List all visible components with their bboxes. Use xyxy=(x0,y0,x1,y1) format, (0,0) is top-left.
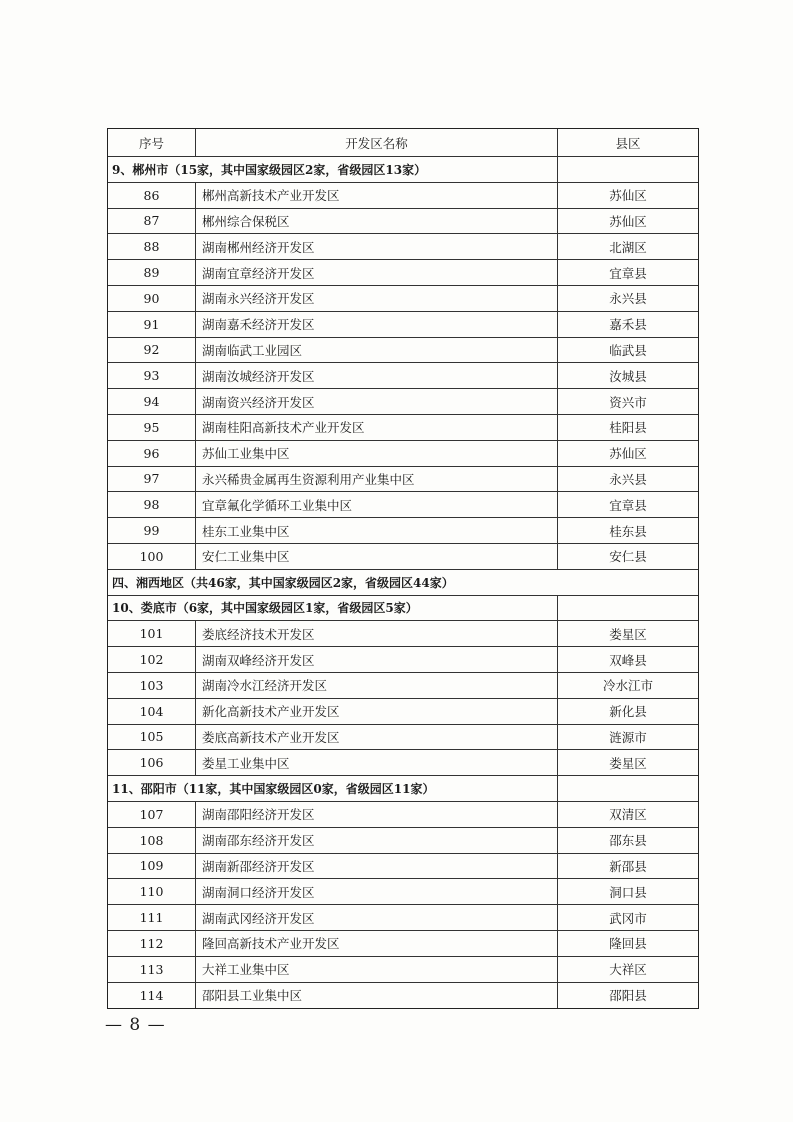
county-cell: 洞口县 xyxy=(609,884,647,900)
table-row xyxy=(108,312,698,338)
table-row xyxy=(108,750,698,776)
index-cell: 110 xyxy=(108,879,196,904)
index-cell: 100 xyxy=(108,544,196,569)
table-row xyxy=(108,931,698,957)
county-cell: 桂东县 xyxy=(609,523,647,539)
table-row xyxy=(108,673,698,699)
index-cell: 102 xyxy=(108,647,196,672)
table-row xyxy=(108,183,698,209)
index-cell: 90 xyxy=(108,286,196,311)
table-row xyxy=(108,983,698,1009)
table-body xyxy=(108,157,698,1008)
name-cell: 安仁工业集中区 xyxy=(196,544,558,569)
table-row xyxy=(108,518,698,544)
county-cell: 邵阳县 xyxy=(609,988,647,1004)
table-row xyxy=(108,492,698,518)
index-cell: 92 xyxy=(108,338,196,363)
index-cell: 88 xyxy=(108,234,196,259)
index-cell: 89 xyxy=(108,260,196,285)
county-cell: 永兴县 xyxy=(609,291,647,307)
name-cell: 永兴稀贵金属再生资源利用产业集中区 xyxy=(196,467,558,492)
index-cell: 87 xyxy=(108,209,196,234)
name-cell: 邵阳县工业集中区 xyxy=(196,983,558,1009)
index-cell: 96 xyxy=(108,441,196,466)
county-cell: 冷水江市 xyxy=(602,678,653,694)
name-cell: 湖南邵东经济开发区 xyxy=(196,828,558,853)
county-cell: 娄星区 xyxy=(609,626,647,642)
name-cell: 桂东工业集中区 xyxy=(196,518,558,543)
header-name: 开发区名称 xyxy=(196,129,558,156)
county-cell: 新邵县 xyxy=(609,858,647,874)
county-cell: 大祥区 xyxy=(609,962,647,978)
table-row xyxy=(108,260,698,286)
index-cell: 111 xyxy=(108,905,196,930)
table-row xyxy=(108,467,698,493)
group-label: 9、郴州市（15家，其中国家级园区2家，省级园区13家） xyxy=(108,157,558,182)
page-number: — 8 — xyxy=(105,1015,166,1035)
name-cell: 大祥工业集中区 xyxy=(196,957,558,982)
name-cell: 隆回高新技术产业开发区 xyxy=(196,931,558,956)
table-row xyxy=(108,234,698,260)
index-cell: 99 xyxy=(108,518,196,543)
index-cell: 108 xyxy=(108,828,196,853)
group-label: 11、邵阳市（11家，其中国家级园区0家，省级园区11家） xyxy=(108,776,558,801)
name-cell: 湖南宜章经济开发区 xyxy=(196,260,558,285)
index-cell: 94 xyxy=(108,389,196,414)
table-row xyxy=(108,725,698,751)
county-cell: 安仁县 xyxy=(609,549,647,565)
county-cell: 邵东县 xyxy=(609,833,647,849)
name-cell: 娄底经济技术开发区 xyxy=(196,621,558,646)
name-cell: 湖南武冈经济开发区 xyxy=(196,905,558,930)
county-cell: 隆回县 xyxy=(609,936,647,952)
table-header xyxy=(108,129,698,157)
table-row xyxy=(108,647,698,673)
index-cell: 95 xyxy=(108,415,196,440)
name-cell: 娄星工业集中区 xyxy=(196,750,558,775)
table-row xyxy=(108,389,698,415)
table-row xyxy=(108,338,698,364)
county-cell: 永兴县 xyxy=(609,471,647,487)
county-cell: 娄星区 xyxy=(609,755,647,771)
table-row xyxy=(108,802,698,828)
name-cell: 湖南邵阳经济开发区 xyxy=(196,802,558,827)
empty-county-cell xyxy=(558,157,698,182)
index-cell: 105 xyxy=(108,725,196,750)
city-heading-row xyxy=(108,596,698,622)
index-cell: 113 xyxy=(108,957,196,982)
county-cell: 武冈市 xyxy=(609,910,647,926)
county-cell: 宜章县 xyxy=(609,265,647,281)
name-cell: 湖南双峰经济开发区 xyxy=(196,647,558,672)
county-cell: 北湖区 xyxy=(609,239,647,255)
index-cell: 97 xyxy=(108,467,196,492)
table-row xyxy=(108,699,698,725)
name-cell: 新化高新技术产业开发区 xyxy=(196,699,558,724)
name-cell: 湖南冷水江经济开发区 xyxy=(196,673,558,698)
table-row xyxy=(108,854,698,880)
development-zone-table xyxy=(107,128,699,1009)
county-cell: 资兴市 xyxy=(609,394,647,410)
index-cell: 98 xyxy=(108,492,196,517)
table-row xyxy=(108,286,698,312)
index-cell: 104 xyxy=(108,699,196,724)
name-cell: 湖南郴州经济开发区 xyxy=(196,234,558,259)
county-cell: 双清区 xyxy=(609,807,647,823)
empty-county-cell xyxy=(558,596,698,621)
table-row xyxy=(108,957,698,983)
table-row xyxy=(108,905,698,931)
name-cell: 宜章氟化学循环工业集中区 xyxy=(196,492,558,517)
county-cell: 苏仙区 xyxy=(609,188,647,204)
index-cell: 112 xyxy=(108,931,196,956)
index-cell: 107 xyxy=(108,802,196,827)
table-row xyxy=(108,363,698,389)
table-row xyxy=(108,415,698,441)
name-cell: 苏仙工业集中区 xyxy=(196,441,558,466)
index-cell: 103 xyxy=(108,673,196,698)
name-cell: 湖南永兴经济开发区 xyxy=(196,286,558,311)
county-cell: 桂阳县 xyxy=(609,420,647,436)
city-heading-row xyxy=(108,157,698,183)
table-row xyxy=(108,544,698,570)
table-row xyxy=(108,441,698,467)
county-cell: 苏仙区 xyxy=(609,213,647,229)
header-county: 县区 xyxy=(615,135,641,151)
county-cell: 宜章县 xyxy=(609,497,647,513)
index-cell: 106 xyxy=(108,750,196,775)
table-row xyxy=(108,828,698,854)
name-cell: 湖南资兴经济开发区 xyxy=(196,389,558,414)
group-label: 10、娄底市（6家，其中国家级园区1家，省级园区5家） xyxy=(108,596,558,621)
empty-county-cell xyxy=(558,776,698,801)
index-cell: 93 xyxy=(108,363,196,388)
name-cell: 湖南临武工业园区 xyxy=(196,338,558,363)
table-row xyxy=(108,879,698,905)
county-cell: 汝城县 xyxy=(609,368,647,384)
county-cell: 嘉禾县 xyxy=(609,317,647,333)
name-cell: 郴州综合保税区 xyxy=(196,209,558,234)
name-cell: 湖南新邵经济开发区 xyxy=(196,854,558,879)
name-cell: 湖南桂阳高新技术产业开发区 xyxy=(196,415,558,440)
county-cell: 涟源市 xyxy=(609,729,647,745)
index-cell: 114 xyxy=(108,983,196,1009)
name-cell: 湖南洞口经济开发区 xyxy=(196,879,558,904)
city-heading-row xyxy=(108,776,698,802)
county-cell: 新化县 xyxy=(609,704,647,720)
region-heading-row xyxy=(108,570,698,596)
county-cell: 苏仙区 xyxy=(609,446,647,462)
name-cell: 娄底高新技术产业开发区 xyxy=(196,725,558,750)
index-cell: 109 xyxy=(108,854,196,879)
index-cell: 101 xyxy=(108,621,196,646)
name-cell: 湖南汝城经济开发区 xyxy=(196,363,558,388)
table-row xyxy=(108,621,698,647)
index-cell: 91 xyxy=(108,312,196,337)
name-cell: 湖南嘉禾经济开发区 xyxy=(196,312,558,337)
county-cell: 双峰县 xyxy=(609,652,647,668)
county-cell: 临武县 xyxy=(609,342,647,358)
name-cell: 郴州高新技术产业开发区 xyxy=(196,183,558,208)
index-cell: 86 xyxy=(108,183,196,208)
group-label: 四、湘西地区（共46家，其中国家级园区2家，省级园区44家） xyxy=(112,575,454,590)
header-index: 序号 xyxy=(108,129,196,156)
table-row xyxy=(108,209,698,235)
